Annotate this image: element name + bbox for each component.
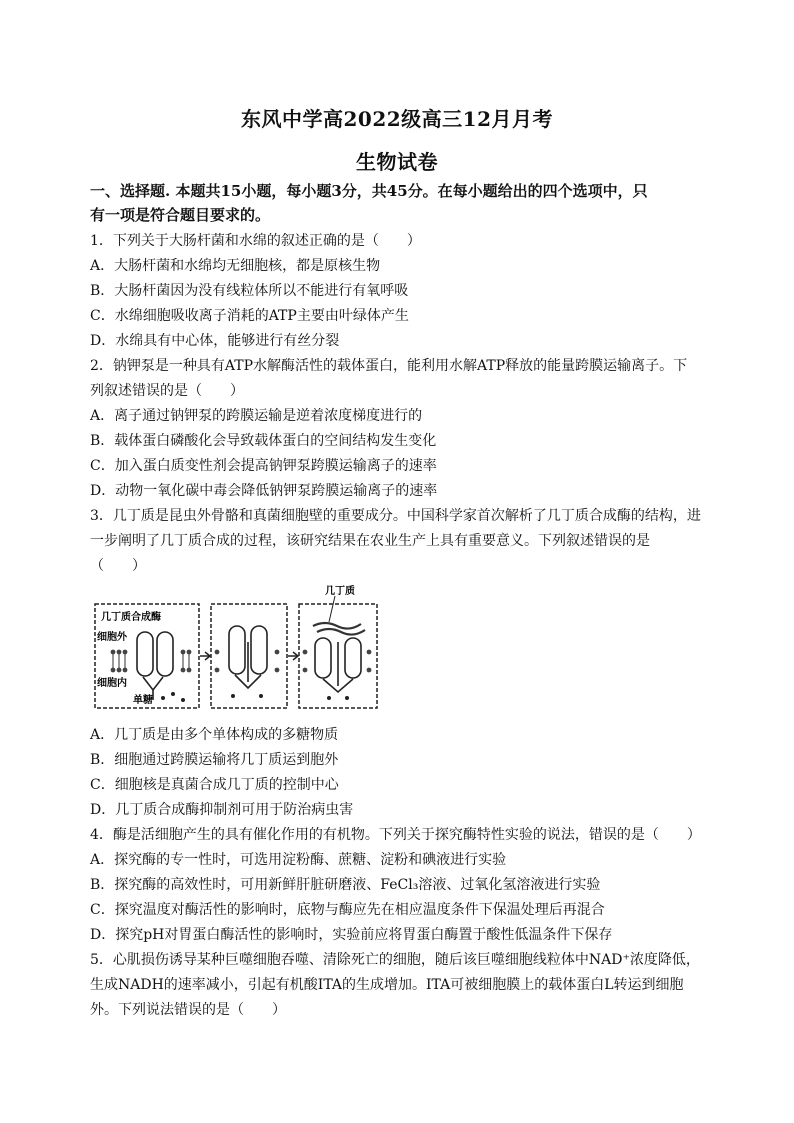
- question-5-stem-line1: 5．心肌损伤诱导某种巨噬细胞吞噬、清除死亡的细胞，随后该巨噬细胞线粒体中NAD⁺浓度降低，: [90, 952, 700, 968]
- section-heading-line1: 一、选择题. 本题共15小题，每小题3分，共45分。在每小题给出的四个选项中，只: [90, 182, 648, 200]
- question-2-stem-line2: 列叙述错误的是（ ）: [90, 383, 244, 399]
- lipid-tails-1: [113, 654, 189, 668]
- exam-subtitle: 生物试卷: [356, 150, 438, 174]
- membrane-phospholipids-1: [111, 650, 192, 673]
- question-3-option-a: A．几丁质是由多个单体构成的多糖物质: [90, 727, 339, 743]
- question-5-stem-line2: 生成NADH的速率减小，引起有机酸ITA的生成增加。ITA可被细胞膜上的载体蛋白L转运到细胞: [90, 977, 684, 993]
- monomer-dots-2: [231, 694, 263, 698]
- question-2-option-c: C．加入蛋白质变性剂会提高钠钾泵跨膜运输离子的速率: [90, 458, 437, 474]
- question-4-option-d: D．探究pH对胃蛋白酶活性的影响时，实验前应将胃蛋白酶置于酸性低温条件下保存: [90, 927, 613, 943]
- question-3-stem-line2: 一步阐明了几丁质合成的过程，该研究结果在农业生产上具有重要意义。下列叙述错误的是: [90, 533, 650, 549]
- question-3-option-b: B．细胞通过跨膜运输将几丁质运到胞外: [90, 752, 339, 768]
- chitin-synthase-diagram: [93, 582, 379, 712]
- question-3-stem-line1: 3．几丁质是昆虫外骨骼和真菌细胞壁的重要成分。中国科学家首次解析了几丁质合成酶的结构，进: [90, 508, 701, 524]
- question-1-option-a: A．大肠杆菌和水绵均无细胞核，都是原核生物: [90, 258, 381, 274]
- membrane-phospholipids-2: [215, 650, 280, 673]
- enzyme-shape-1: [137, 632, 173, 700]
- chitin-chain: [313, 623, 365, 635]
- label-chitin-synthase: 几丁质合成酶: [101, 612, 161, 623]
- label-monomer: 单糖: [133, 695, 153, 706]
- question-5-stem-line3: 外。下列说法错误的是（ ）: [90, 1002, 286, 1018]
- monomer-dots-1: [161, 692, 185, 702]
- question-4-stem: 4．酶是活细胞产生的具有催化作用的有机物。下列关于探究酶特性实验的说法，错误的是（ ）: [90, 827, 701, 843]
- question-1-option-b: B．大肠杆菌因为没有线粒体所以不能进行有氧呼吸: [90, 283, 409, 299]
- monomer-dots-3: [327, 696, 349, 700]
- question-3-stem-line3: （ ）: [90, 558, 146, 574]
- question-3-option-c: C．细胞核是真菌合成几丁质的控制中心: [90, 777, 339, 793]
- question-1-option-d: D．水绵具有中心体，能够进行有丝分裂: [90, 333, 340, 349]
- exam-title: 东风中学高2022级高三12月月考: [241, 107, 553, 131]
- enzyme-shape-2: [229, 626, 267, 688]
- enzyme-shape-3: [315, 638, 361, 692]
- section-heading-line2: 有一项是符合题目要求的。: [90, 206, 271, 224]
- question-2-stem-line1: 2．钠钾泵是一种具有ATP水解酶活性的载体蛋白，能利用水解ATP释放的能量跨膜运输离子。下: [90, 358, 688, 374]
- label-chitin: 几丁质: [325, 586, 355, 597]
- label-cell-inside: 细胞内: [97, 678, 127, 689]
- diagram-panel-2: [211, 604, 287, 708]
- question-2-option-b: B．载体蛋白磷酸化会导致载体蛋白的空间结构发生变化: [90, 433, 437, 449]
- question-4-option-b: B．探究酶的高效性时，可用新鲜肝脏研磨液、FeCl₃溶液、过氧化氢溶液进行实验: [90, 877, 601, 893]
- question-1-stem: 1．下列关于大肠杆菌和水绵的叙述正确的是（ ）: [90, 233, 421, 249]
- question-1-option-c: C．水绵细胞吸收离子消耗的ATP主要由叶绿体产生: [90, 308, 409, 324]
- question-4-option-a: A．探究酶的专一性时，可选用淀粉酶、蔗糖、淀粉和碘液进行实验: [90, 852, 507, 868]
- question-2-option-d: D．动物一氧化碳中毒会降低钠钾泵跨膜运输离子的速率: [90, 483, 438, 499]
- question-4-option-c: C．探究温度对酶活性的影响时，底物与酶应先在相应温度条件下保温处理后再混合: [90, 902, 605, 918]
- label-cell-outside: 细胞外: [97, 632, 127, 643]
- question-3-option-d: D．几丁质合成酶抑制剂可用于防治病虫害: [90, 802, 354, 818]
- question-2-option-a: A．离子通过钠钾泵的跨膜运输是逆着浓度梯度进行的: [90, 408, 423, 424]
